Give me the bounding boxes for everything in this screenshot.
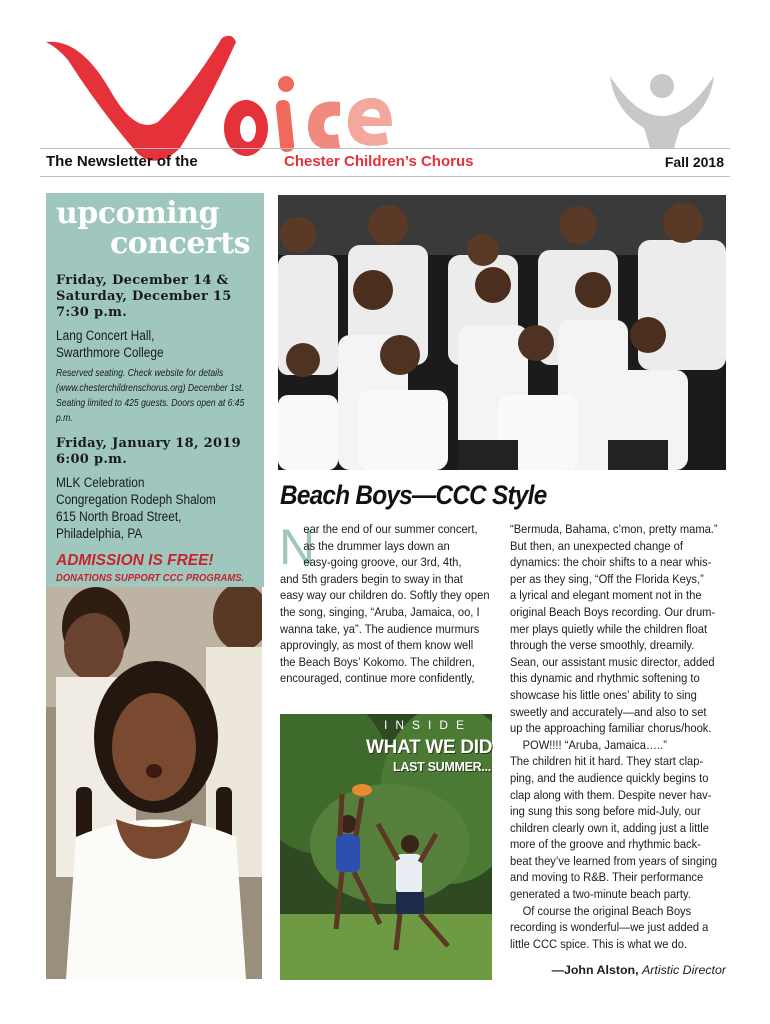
event1-note-line2: (www.chesterchildrenschorus.org) December 1st. [56,383,244,394]
article-line: per as they sing, “Off the Florida Keys,” [510,571,704,586]
event2-time: 6:00 p.m. [56,452,128,467]
article-line: and moving to R&B. Their performance [510,870,704,885]
article-line: approvingly, as most of them know well [280,638,474,653]
event1-time: 7:30 p.m. [56,305,128,320]
event2-details [56,474,258,542]
event1-date-line1: Friday, December 14 & [56,273,229,288]
article-line: POW!!!! “Aruba, Jamaica…..” [522,737,667,752]
article-dropcap: N [279,519,316,575]
article-line: ping, and the audience quickly begins to [510,770,709,785]
article-line: Of course the original Beach Boys [522,903,692,918]
byline-role: Artistic Director [642,963,726,977]
article-line: generated a two-minute beach party. [510,887,691,902]
sidebar-heading-line1: upcoming [56,196,219,231]
article-line: The children hit it hard. They start clap- [510,754,704,769]
article-line: original Beach Boys recording. Our drum- [510,604,716,619]
singer-photo [46,587,262,979]
event1-venue-line2: Swarthmore College [56,345,164,360]
newsletter-tagline: The Newsletter of the [46,153,198,170]
article-line: beat they’ve learned from years of singing [510,853,718,868]
event2-line2: Congregation Rodeph Shalom [56,492,216,507]
article-line: ing sung this song before mid-July, our [510,804,701,819]
article-line: this dynamic and rhythmic softening to [510,671,700,686]
event2-datetime [56,436,254,468]
sidebar-heading [56,196,254,261]
article-line: showcase his little ones’ ability to sing [510,687,697,702]
article-line: But then, an unexpected change of [510,538,683,553]
event1-note-line1: Reserved seating. Check website for details [56,368,224,379]
event2-line1: MLK Celebration [56,475,145,490]
article-column-1 [280,521,500,687]
event2-date: Friday, January 18, 2019 [56,436,242,451]
event1-seating-note [56,366,259,426]
article-line: easy-going groove, our 3rd, 4th, [303,555,462,570]
article-line: ear the end of our summer concert, [303,522,478,536]
article-title: Beach Boys—CCC Style [280,480,547,510]
article-line: wanna take, ya”. The audience murmurs [280,621,480,636]
article-line: up the approaching familiar chorus/hook. [510,721,712,736]
article-line: clap along with them. Despite never hav- [510,787,712,802]
article-line: Sean, our assistant music director, added [510,654,715,669]
article-line: the song, singing, “Aruba, Jamaica, oo, I [280,604,480,619]
event2-line3: 615 North Broad Street, [56,509,182,524]
article-line: recording is wonderful—we just added a [510,920,709,935]
masthead-rule-bottom [40,176,730,177]
article-line: the Beach Boys’ Kokomo. The children, [280,654,475,669]
event1-venue [56,327,258,361]
masthead-rule-top [40,148,730,149]
choir-photo [278,195,726,470]
voice-logo-graphic [40,30,420,170]
organization-name: Chester Children’s Chorus [284,153,474,170]
article-line: sweetly and accurately—and also to set [510,704,707,719]
article-line: easy way our children do. Softly they open [280,588,490,603]
voice-logo [40,30,420,170]
event1-datetime [56,273,254,321]
article-line: and 5th graders begin to sway in that [280,571,463,586]
article-line: little CCC spice. This is what we do. [510,936,688,951]
article-byline [552,963,726,977]
admission-notice: ADMISSION IS FREE! [56,552,214,569]
article-line: more of the groove and rhythmic back- [510,837,701,852]
article-line: through the verse smoothly, dreamily. [510,638,695,653]
article-column-2 [510,521,730,952]
event1-note-line3: Seating limited to 425 guests. Doors open at 6:45 p.m. [56,398,245,424]
article-line: dynamics: the choir shifts to a near whis- [510,555,712,570]
event2-line4: Philadelphia, PA [56,526,143,541]
article-line: as the drummer lays down an [303,538,450,553]
article-line: mer plays quietly while the children float [510,621,708,636]
donations-notice: DONATIONS SUPPORT CCC PROGRAMS. [56,572,245,584]
article-line: “Bermuda, Bahama, c’mon, pretty mama.” [510,522,718,536]
article-line: a lyrical and elegant moment not in the [510,588,702,603]
upcoming-concerts-sidebar [46,193,264,587]
chorus-emblem-icon [606,70,718,150]
issue-date: Fall 2018 [664,154,724,170]
inset-title: WHAT WE DID [366,737,493,758]
inset-label: INSIDE [384,718,473,732]
article-line: children clearly own it, adding just a little [510,820,709,835]
event1-venue-line1: Lang Concert Hall, [56,328,155,343]
byline-author: —John Alston, [551,963,639,977]
sidebar-heading-line2: concerts [110,226,250,261]
inset-subtitle: LAST SUMMER... [393,760,491,774]
event1-date-line2: Saturday, December 15 [56,289,232,304]
article-line: encouraged, continue more confidently, [280,671,475,686]
